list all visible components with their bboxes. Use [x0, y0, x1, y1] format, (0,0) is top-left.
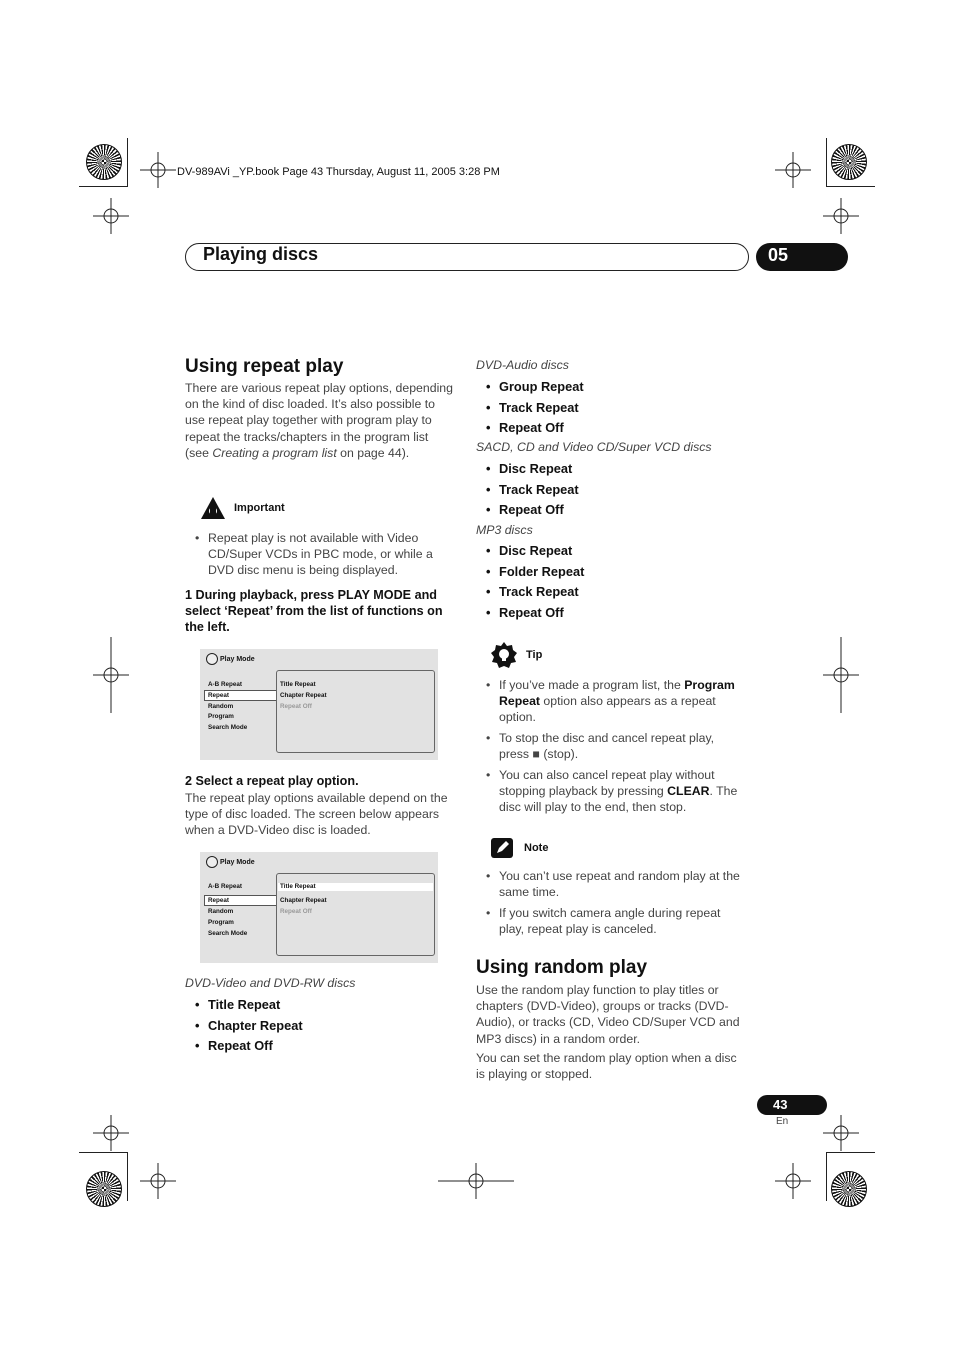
menu-item-program: Program: [208, 713, 234, 720]
tip-bold: CLEAR: [667, 784, 710, 799]
important-list: [185, 530, 455, 583]
menu-item-random: Random: [208, 703, 234, 710]
dvd-video-heading: DVD-Video and DVD-RW discs: [185, 976, 356, 990]
list-item: • Disc Repeat: [476, 543, 584, 564]
option-repeat-off: Repeat Off: [280, 908, 312, 915]
list-item: • Group Repeat: [476, 379, 584, 400]
dvd-audio-list: [476, 379, 584, 441]
sacd-heading: SACD, CD and Video CD/Super VCD discs: [476, 440, 712, 454]
intro-text-a: There are various repeat play options, depending on the kind of disc loaded. It’s also possible to use repeat play together with program play to repeat the tracks/chapters in the program list (see: [185, 381, 453, 460]
section-heading-random: Using random play: [476, 957, 648, 978]
tip-list: [476, 677, 746, 820]
option-chapter-repeat: Chapter Repeat: [280, 692, 327, 699]
tip-item: [476, 767, 746, 816]
page-number-badge: [757, 1095, 827, 1115]
note-item: • If you switch camera angle during repeat play, repeat play is canceled.: [476, 905, 746, 937]
random-text-1: Use the random play function to play titles or chapters (DVD-Video), groups or tracks (DVD-Audio), or tracks (CD, Video CD/Super VCD and MP3 discs) in a random order.: [476, 983, 740, 1046]
disc-icon: [206, 856, 218, 868]
section-heading-repeat: Using repeat play: [185, 356, 344, 377]
important-item: • Repeat play is not available with Video CD/Super VCDs in PBC mode, or while a DVD disc menu is being displayed.: [185, 530, 455, 579]
print-info: DV-989AVi _YP.book Page 43 Thursday, August 11, 2005 3:28 PM: [177, 166, 500, 178]
menu-item-search-mode: Search Mode: [208, 930, 248, 937]
step-2-text: The repeat play options available depend on the type of disc loaded. The screen below appears when a DVD-Video disc is loaded.: [185, 791, 448, 838]
screen-title: Play Mode: [220, 859, 255, 866]
tip-item: • To stop the disc and cancel repeat play, press ■ (stop).: [476, 730, 746, 762]
chapter-title: Playing discs: [203, 244, 319, 264]
intro-crossref: Creating a program list: [212, 445, 337, 460]
intro-text-b: on page 44).: [336, 445, 410, 460]
menu-item-repeat: Repeat: [208, 897, 229, 904]
option-title-repeat: Title Repeat: [280, 883, 316, 890]
list-item: • Track Repeat: [476, 482, 579, 503]
sacd-list: [476, 461, 579, 523]
page-language: En: [776, 1116, 789, 1127]
tip-bold: Program Repeat: [499, 678, 735, 709]
important-icon: [200, 496, 226, 520]
list-item: • Folder Repeat: [476, 564, 584, 585]
option-repeat-off: Repeat Off: [280, 703, 312, 710]
note-icon: [490, 837, 514, 859]
play-mode-screen-1: [200, 649, 438, 760]
chapter-number: 05: [768, 245, 789, 265]
screen-title: Play Mode: [220, 656, 255, 663]
note-label: Note: [524, 842, 549, 854]
option-chapter-repeat: Chapter Repeat: [280, 897, 327, 904]
dvd-video-list: [185, 997, 303, 1059]
repeat-intro: [185, 380, 453, 461]
menu-item-program: Program: [208, 919, 234, 926]
note-list: [476, 868, 746, 942]
tip-text: You can also cancel repeat play without stopping playback by pressing: [499, 768, 715, 799]
tip-text: option also appears as a repeat option.: [499, 694, 716, 725]
important-label: Important: [234, 502, 285, 514]
play-mode-screen-2: [200, 852, 438, 963]
list-item: • Track Repeat: [476, 400, 584, 421]
list-item: • Disc Repeat: [476, 461, 579, 482]
dvd-audio-heading: DVD-Audio discs: [476, 358, 569, 372]
list-item: • Repeat Off: [185, 1038, 303, 1059]
list-item: • Title Repeat: [185, 997, 303, 1018]
page-number: 43: [773, 1097, 788, 1112]
tip-item: [476, 677, 746, 726]
disc-icon: [206, 653, 218, 665]
note-item: • You can’t use repeat and random play at the same time.: [476, 868, 746, 900]
tip-icon: [490, 641, 518, 669]
menu-item-random: Random: [208, 908, 234, 915]
menu-item-repeat: Repeat: [208, 692, 229, 699]
tip-text: . The disc will play to the end, then stop.: [499, 784, 738, 815]
menu-item-search-mode: Search Mode: [208, 724, 248, 731]
list-item: • Repeat Off: [476, 502, 579, 523]
step-1: 1 During playback, press PLAY MODE and select ‘Repeat’ from the list of functions on the left.: [185, 588, 443, 635]
list-item: • Repeat Off: [476, 605, 584, 626]
list-item: • Chapter Repeat: [185, 1018, 303, 1039]
list-item: • Track Repeat: [476, 584, 584, 605]
list-item: • Repeat Off: [476, 420, 584, 441]
menu-item-ab-repeat: A-B Repeat: [208, 681, 242, 688]
menu-item-ab-repeat: A-B Repeat: [208, 883, 242, 890]
mp3-list: [476, 543, 584, 625]
option-title-repeat: Title Repeat: [280, 681, 316, 688]
mp3-heading: MP3 discs: [476, 523, 533, 537]
random-text-2: You can set the random play option when a disc is playing or stopped.: [476, 1051, 737, 1082]
tip-label: Tip: [526, 649, 543, 661]
tip-text: If you’ve made a program list, the: [499, 678, 685, 692]
step-2: 2 Select a repeat play option.: [185, 774, 359, 788]
